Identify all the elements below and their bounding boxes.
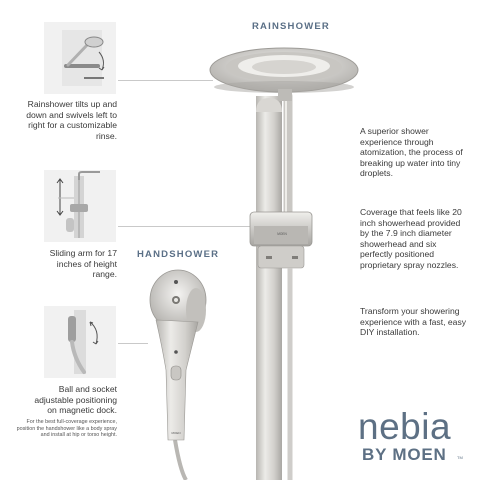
slide-dock [250,212,312,268]
slide-bar [256,96,282,480]
handshower-heading: HANDSHOWER [137,249,220,260]
coverage-description: Coverage that feels like 20 inch showerhead provided by the 7.9 inch diameter showerhead and six perfectly positioned proprietary spray nozzles. [360,207,462,270]
handshower-hose [175,440,186,480]
trademark-mark: TM [457,455,463,460]
brand-logo-by-moen: BY MOEN [362,445,447,464]
sliding-arm-caption: Sliding arm for 17 inches of height range. [49,248,117,280]
brand-logo-nebia: nebia [358,406,452,447]
ball-socket-caption: Ball and socket adjustable positioning on magnetic dock. [34,384,117,416]
atomization-description: A superior shower experience through atomization, the process of breaking up water into tiny droplets. [360,126,463,179]
rainshower-arm [286,96,288,230]
placement-note: For the best full-coverage experience, position the handshower like a body spray and install at hip or torso height. [16,419,117,439]
handshower-logo: MOEN [171,431,181,435]
handshower [150,270,206,440]
rainshower-head [210,48,358,101]
dock-logo: MOEN [277,232,287,236]
rainshower-tilt-caption: Rainshower tilts up and down and swivels left to right for a customizable rinse. [26,99,117,141]
installation-description: Transform your showering experience with a fast, easy DIY installation. [360,306,467,338]
rainshower-heading: RAINSHOWER [252,21,330,32]
